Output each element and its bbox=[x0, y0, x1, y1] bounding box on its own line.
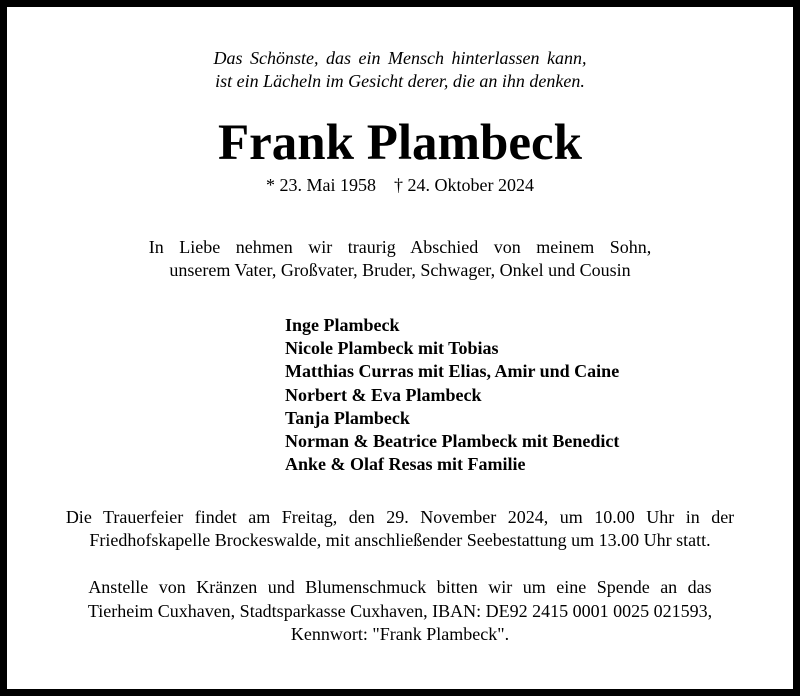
donation-line-2: Tierheim Cuxhaven, Stadtsparkasse Cuxhaven, IBAN: DE92 2415 0001 0025 021593, bbox=[87, 600, 713, 621]
deceased-name: Frank Plambeck bbox=[217, 115, 583, 171]
quote-line-1: Das Schönste, das ein Mensch hinterlassen kann, bbox=[213, 48, 587, 68]
mourner-item: Norbert & Eva Plambeck bbox=[285, 384, 482, 405]
mourner-item: Tanja Plambeck bbox=[285, 407, 410, 428]
farewell-line-2: unserem Vater, Großvater, Bruder, Schwager, Onkel und Cousin bbox=[169, 260, 631, 280]
ceremony-line-2: Friedhofskapelle Brockeswalde, mit anschließender Seebestattung um 13.00 Uhr statt. bbox=[89, 530, 711, 550]
mourners-list bbox=[285, 314, 619, 476]
farewell-text bbox=[0, 236, 800, 282]
mourner-item: Nicole Plambeck mit Tobias bbox=[285, 338, 499, 359]
memorial-quote bbox=[0, 47, 800, 93]
donation-line-1: Anstelle von Kränzen und Blumenschmuck bitten wir um eine Spende an das bbox=[88, 577, 712, 597]
ceremony-line-1: Die Trauerfeier findet am Freitag, den 29. November 2024, um 10.00 Uhr in der bbox=[65, 507, 735, 527]
life-dates bbox=[0, 174, 800, 196]
mourner-item: Inge Plambeck bbox=[285, 315, 400, 335]
donation-info bbox=[0, 576, 800, 647]
mourner-item: Matthias Curras mit Elias, Amir und Caine bbox=[285, 361, 620, 382]
quote-line-2: ist ein Lächeln im Gesicht derer, die an ihn denken. bbox=[215, 71, 585, 91]
death-date: † 24. Oktober 2024 bbox=[394, 175, 534, 195]
mourner-item: Norman & Beatrice Plambeck mit Benedict bbox=[285, 431, 620, 452]
birth-date: * 23. Mai 1958 bbox=[266, 175, 376, 195]
donation-line-3: Kennwort: "Frank Plambeck". bbox=[290, 624, 510, 644]
mourner-item: Anke & Olaf Resas mit Familie bbox=[285, 454, 526, 475]
farewell-line-1: In Liebe nehmen wir traurig Abschied von meinem Sohn, bbox=[148, 237, 652, 257]
ceremony-info bbox=[0, 506, 800, 552]
